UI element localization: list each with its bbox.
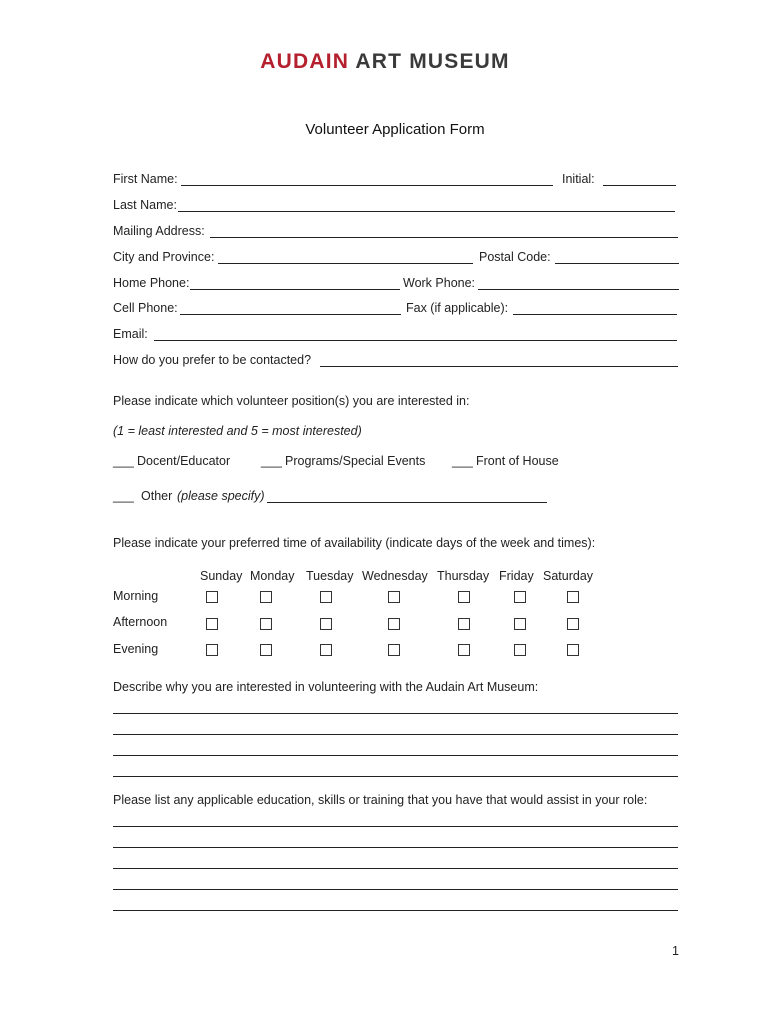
- motivation-prompt: Describe why you are interested in volunteering with the Audain Art Museum:: [113, 680, 539, 694]
- option-docent-label: Docent/Educator: [137, 454, 231, 468]
- contact-pref-row: [113, 353, 679, 370]
- day-header-friday: Friday: [499, 569, 534, 583]
- day-header-saturday: Saturday: [543, 569, 594, 583]
- day-header-monday: Monday: [250, 569, 295, 583]
- email-row: [113, 327, 679, 344]
- option-front-blank[interactable]: ___: [452, 454, 473, 468]
- page-number: 1: [672, 944, 679, 958]
- postal-code-field[interactable]: [555, 263, 679, 264]
- initial-field[interactable]: [603, 185, 676, 186]
- checkbox-afternoon-wednesday[interactable]: [388, 618, 400, 630]
- initial-label: Initial:: [562, 172, 595, 186]
- checkbox-morning-monday[interactable]: [260, 591, 272, 603]
- day-header-tuesday: Tuesday: [306, 569, 354, 583]
- contact-pref-label: How do you prefer to be contacted?: [113, 353, 312, 367]
- checkbox-morning-wednesday[interactable]: [388, 591, 400, 603]
- form-title: Volunteer Application Form: [305, 121, 485, 138]
- fax-field[interactable]: [513, 314, 677, 315]
- mailing-address-row: [113, 224, 679, 241]
- skills-answer-line[interactable]: [113, 847, 678, 848]
- checkbox-evening-thursday[interactable]: [458, 644, 470, 656]
- city-province-field[interactable]: [218, 263, 473, 264]
- time-label-morning: Morning: [113, 589, 159, 603]
- positions-prompt: Please indicate which volunteer position(s) you are interested in:: [113, 394, 470, 408]
- option-docent-blank[interactable]: ___: [113, 454, 134, 468]
- email-label: Email:: [113, 327, 148, 341]
- option-other-field[interactable]: [267, 502, 547, 503]
- option-other-hint: (please specify): [177, 489, 265, 503]
- first-name-label: First Name:: [113, 172, 178, 186]
- time-label-evening: Evening: [113, 642, 159, 656]
- skills-prompt: Please list any applicable education, skills or training that you have that would assist in your role:: [113, 793, 648, 807]
- day-header-thursday: Thursday: [437, 569, 490, 583]
- checkbox-afternoon-tuesday[interactable]: [320, 618, 332, 630]
- motivation-answer-line[interactable]: [113, 713, 678, 714]
- option-programs-label: Programs/Special Events: [285, 454, 426, 468]
- interest-scale-note: (1 = least interested and 5 = most interested): [113, 424, 362, 438]
- checkbox-afternoon-sunday[interactable]: [206, 618, 218, 630]
- checkbox-afternoon-monday[interactable]: [260, 618, 272, 630]
- logo-audain: AUDAIN: [260, 50, 350, 73]
- home-phone-field[interactable]: [190, 289, 400, 290]
- checkbox-afternoon-thursday[interactable]: [458, 618, 470, 630]
- skills-answer-line[interactable]: [113, 868, 678, 869]
- checkbox-morning-friday[interactable]: [514, 591, 526, 603]
- logo-art-museum: ART MUSEUM: [355, 50, 510, 73]
- motivation-answer-line[interactable]: [113, 755, 678, 756]
- day-header-sunday: Sunday: [200, 569, 243, 583]
- mailing-address-field[interactable]: [210, 237, 678, 238]
- last-name-field[interactable]: [178, 211, 675, 212]
- checkbox-morning-saturday[interactable]: [567, 591, 579, 603]
- skills-answer-line[interactable]: [113, 910, 678, 911]
- checkbox-evening-tuesday[interactable]: [320, 644, 332, 656]
- checkbox-evening-wednesday[interactable]: [388, 644, 400, 656]
- contact-pref-field[interactable]: [320, 366, 678, 367]
- motivation-answer-line[interactable]: [113, 776, 678, 777]
- city-province-label: City and Province:: [113, 250, 215, 264]
- skills-answer-line[interactable]: [113, 889, 678, 890]
- fax-label: Fax (if applicable):: [406, 301, 509, 315]
- postal-code-label: Postal Code:: [479, 250, 551, 264]
- work-phone-field[interactable]: [478, 289, 679, 290]
- day-header-wednesday: Wednesday: [362, 569, 428, 583]
- work-phone-label: Work Phone:: [403, 276, 476, 290]
- checkbox-evening-sunday[interactable]: [206, 644, 218, 656]
- home-phone-label: Home Phone:: [113, 276, 190, 290]
- last-name-row: [113, 198, 679, 215]
- city-postal-row: [113, 250, 679, 267]
- checkbox-evening-friday[interactable]: [514, 644, 526, 656]
- checkbox-evening-saturday[interactable]: [567, 644, 579, 656]
- first-name-field[interactable]: [181, 185, 553, 186]
- option-other-blank[interactable]: ___: [113, 489, 134, 503]
- checkbox-afternoon-saturday[interactable]: [567, 618, 579, 630]
- checkbox-evening-monday[interactable]: [260, 644, 272, 656]
- email-field[interactable]: [154, 340, 677, 341]
- option-front-label: Front of House: [476, 454, 559, 468]
- cell-fax-row: [113, 301, 679, 318]
- motivation-answer-line[interactable]: [113, 734, 678, 735]
- first-name-row: [113, 172, 679, 189]
- availability-prompt: Please indicate your preferred time of availability (indicate days of the week and times):: [113, 536, 596, 550]
- museum-logo: [0, 50, 770, 74]
- mailing-address-label: Mailing Address:: [113, 224, 205, 238]
- option-other-label: Other: [141, 489, 173, 503]
- checkbox-morning-tuesday[interactable]: [320, 591, 332, 603]
- checkbox-morning-sunday[interactable]: [206, 591, 218, 603]
- last-name-label: Last Name:: [113, 198, 177, 212]
- phone-row: [113, 276, 679, 293]
- cell-phone-field[interactable]: [180, 314, 401, 315]
- checkbox-afternoon-friday[interactable]: [514, 618, 526, 630]
- skills-answer-line[interactable]: [113, 826, 678, 827]
- time-label-afternoon: Afternoon: [113, 615, 168, 629]
- option-programs-blank[interactable]: ___: [261, 454, 282, 468]
- cell-phone-label: Cell Phone:: [113, 301, 178, 315]
- checkbox-morning-thursday[interactable]: [458, 591, 470, 603]
